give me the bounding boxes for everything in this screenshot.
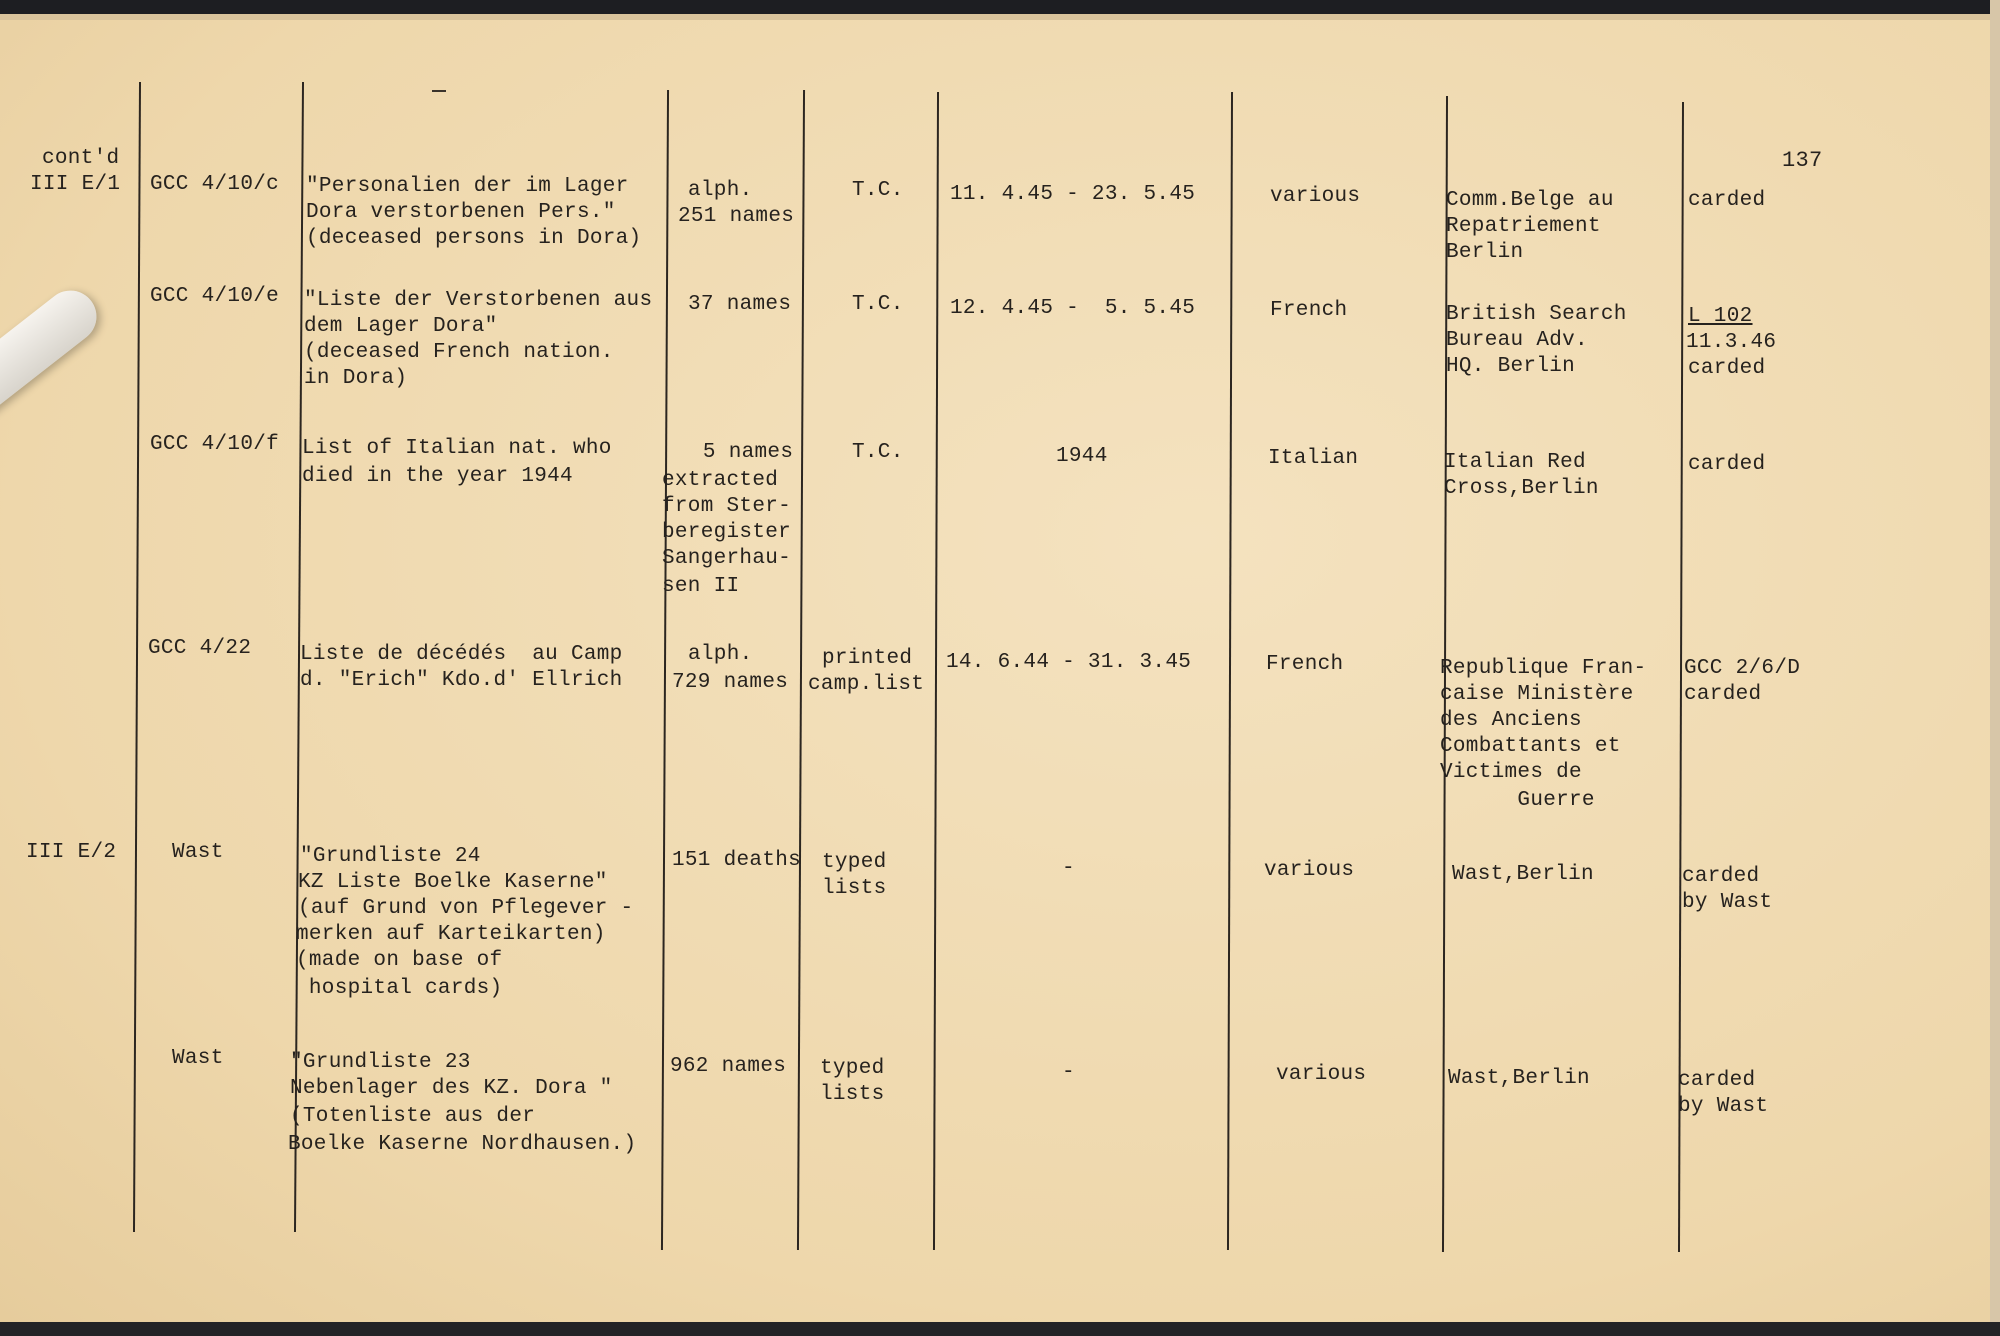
- row-4-ref: GCC 4/22: [148, 637, 252, 660]
- row-4-source: Victimes de: [1440, 761, 1582, 784]
- row-1-source: Berlin: [1446, 241, 1524, 264]
- row-6-source: Wast,Berlin: [1448, 1067, 1590, 1090]
- row-6-count: 962 names: [670, 1055, 787, 1078]
- row-1-form: T.C.: [852, 179, 904, 202]
- title-line: Dora verstorbenen Pers.": [306, 201, 616, 224]
- row-5-title: KZ Liste Boelke Kaserne": [298, 871, 608, 894]
- scanner-bottom-border: [0, 1322, 2000, 1336]
- row-4-count: alph.: [688, 643, 753, 666]
- row-3-form: T.C.: [852, 441, 904, 464]
- row-3-source: Italian Red: [1444, 451, 1586, 474]
- row-4-form: camp.list: [808, 673, 925, 696]
- row-6-title: "Grundliste 23: [290, 1051, 471, 1074]
- row-2-title: "Liste der Verstorbenen aus: [304, 289, 653, 312]
- title-line: "Personalien der im Lager: [306, 175, 629, 198]
- row-1-count: 251 names: [678, 205, 795, 228]
- row-4-remarks: GCC 2/6/D: [1684, 657, 1801, 680]
- row-2-remarks: carded: [1688, 357, 1766, 380]
- row-2-source: Bureau Adv.: [1446, 329, 1588, 352]
- header-dash: [432, 90, 446, 92]
- row-3-title: died in the year 1944: [302, 465, 573, 488]
- row-3-remarks: carded: [1688, 453, 1766, 476]
- row-5-title: (auf Grund von Pflegever -: [298, 897, 634, 920]
- section-label-contd: cont'd: [42, 147, 120, 170]
- section-label-iii-e2: III E/2: [26, 841, 117, 864]
- row-2-ref: GCC 4/10/e: [150, 285, 280, 308]
- row-1-remarks: carded: [1688, 189, 1766, 212]
- row-6-period: -: [1062, 1061, 1075, 1084]
- row-2-remarks: L 102: [1688, 305, 1753, 328]
- row-5-remarks: by Wast: [1682, 891, 1773, 914]
- row-4-source: Combattants et: [1440, 735, 1621, 758]
- row-5-form: typed: [822, 851, 887, 874]
- row-6-title: Nebenlager des KZ. Dora ": [290, 1077, 613, 1100]
- row-3-nationality: Italian: [1268, 447, 1359, 470]
- row-5-title: hospital cards): [296, 977, 503, 1000]
- row-5-title: merken auf Karteikarten): [296, 923, 606, 946]
- section-label-iii-e1: III E/1: [30, 173, 121, 196]
- row-3-count: Sangerhau-: [662, 547, 792, 570]
- row-3-count: 5 names: [690, 441, 794, 464]
- row-5-period: -: [1062, 857, 1075, 880]
- row-3-period: 1944: [1056, 445, 1108, 468]
- row-3-count: from Ster-: [662, 495, 792, 518]
- row-4-form: printed: [822, 647, 913, 670]
- row-4-nationality: French: [1266, 653, 1344, 676]
- row-4-source: des Anciens: [1440, 709, 1582, 732]
- row-6-title: (Totenliste aus der: [290, 1105, 536, 1128]
- row-3-count: extracted: [662, 469, 779, 492]
- row-6-remarks: by Wast: [1678, 1095, 1769, 1118]
- row-1-nationality: various: [1270, 185, 1361, 208]
- row-2-form: T.C.: [852, 293, 904, 316]
- row-2-nationality: French: [1270, 299, 1348, 322]
- row-2-count: 37 names: [688, 293, 792, 316]
- row-5-remarks: carded: [1682, 865, 1760, 888]
- row-4-source: Republique Fran-: [1440, 657, 1647, 680]
- row-1-count: alph.: [688, 179, 753, 202]
- row-5-source: Wast,Berlin: [1452, 863, 1594, 886]
- row-4-title: Liste de décédés au Camp: [300, 643, 623, 666]
- row-4-source: caise Ministère: [1440, 683, 1634, 706]
- row-6-nationality: various: [1276, 1063, 1367, 1086]
- row-5-title: "Grundliste 24: [300, 845, 481, 868]
- row-1-source: Repatriement: [1446, 215, 1601, 238]
- title-line: (deceased persons in Dora): [306, 227, 642, 250]
- row-1-source: Comm.Belge au: [1446, 189, 1614, 212]
- row-4-period: 14. 6.44 - 31. 3.45: [946, 651, 1192, 674]
- row-2-title: in Dora): [304, 367, 408, 390]
- row-2-title: (deceased French nation.: [304, 341, 614, 364]
- row-3-title: List of Italian nat. who: [302, 437, 612, 460]
- row-2-source: HQ. Berlin: [1446, 355, 1576, 378]
- row-5-ref: Wast: [172, 841, 224, 864]
- row-2-period: 12. 4.45 - 5. 5.45: [950, 297, 1196, 320]
- row-6-form: typed: [820, 1057, 885, 1080]
- row-4-count: 729 names: [672, 671, 789, 694]
- row-3-count: sen II: [662, 575, 740, 598]
- row-5-title: (made on base of: [296, 949, 503, 972]
- row-1-period: 11. 4.45 - 23. 5.45: [950, 183, 1196, 206]
- row-5-nationality: various: [1264, 859, 1355, 882]
- page-right-edge: [1990, 0, 2000, 1336]
- row-3-ref: GCC 4/10/f: [150, 433, 280, 456]
- row-4-title: d. "Erich" Kdo.d' Ellrich: [300, 669, 623, 692]
- row-5-count: 151 deaths: [672, 849, 802, 872]
- row-6-form: lists: [820, 1083, 885, 1106]
- row-3-source: Cross,Berlin: [1444, 477, 1599, 500]
- row-2-source: British Search: [1446, 303, 1627, 326]
- row-2-title: dem Lager Dora": [304, 315, 498, 338]
- row-4-remarks: carded: [1684, 683, 1762, 706]
- row-6-ref: Wast: [172, 1047, 224, 1070]
- page-edge: [0, 14, 1990, 20]
- scanner-top-border: [0, 0, 2000, 14]
- row-4-source: Guerre: [1440, 789, 1595, 812]
- row-3-count: beregister: [662, 521, 792, 544]
- row-6-remarks: carded: [1678, 1069, 1756, 1092]
- row-6-title: Boelke Kaserne Nordhausen.): [288, 1133, 637, 1156]
- row-2-remarks: 11.3.46: [1686, 331, 1777, 354]
- row-1-ref: GCC 4/10/c: [150, 173, 280, 196]
- page-number: 137: [1782, 148, 1823, 173]
- row-5-form: lists: [822, 877, 887, 900]
